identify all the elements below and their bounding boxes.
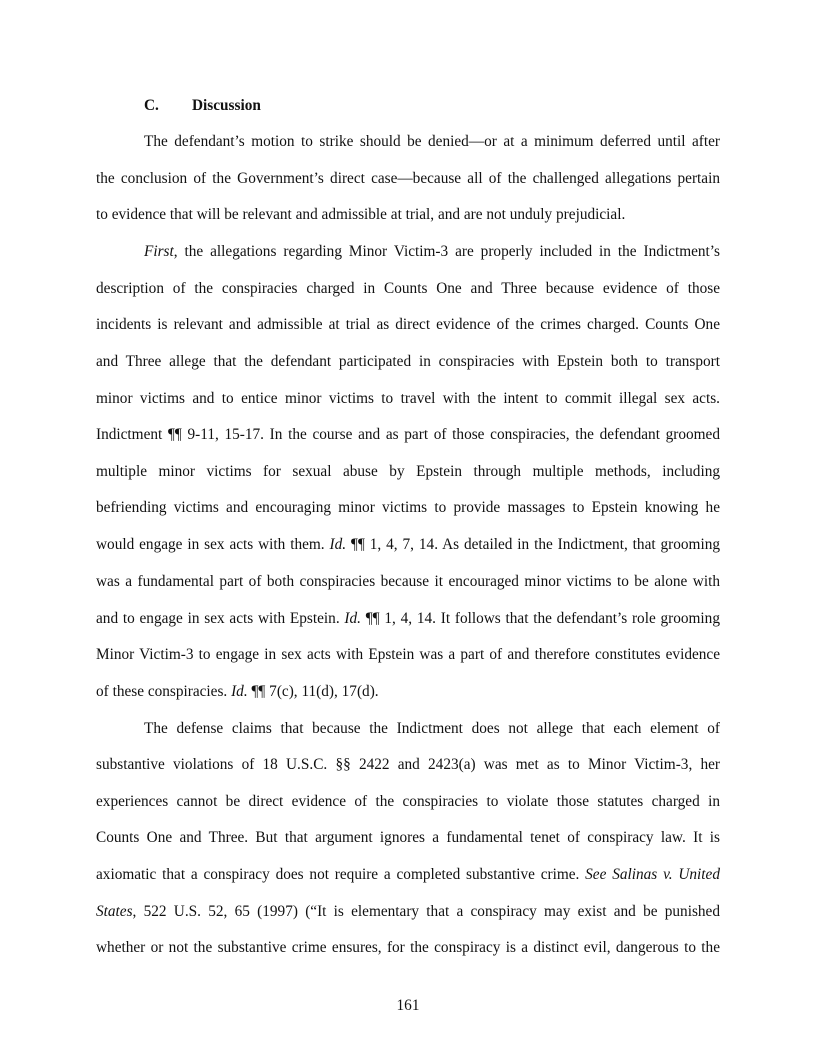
section-heading <box>144 96 768 116</box>
text-segment: incidents is relevant and admissible at trial as direct evidence of the crimes charged. Counts One <box>96 316 720 333</box>
text-segment: , 522 U.S. 52, 65 (1997) (“It is elementary that a conspiracy may exist and be punished <box>132 903 720 920</box>
body-line <box>96 828 720 848</box>
body-line <box>144 719 720 739</box>
text-segment: , the allegations regarding Minor Victim-3 are properly included in the Indictment’s <box>173 243 720 260</box>
text-segment: The defense claims that because the Indictment does not allege that each element of <box>144 720 720 737</box>
text-segment: whether or not the substantive crime ensures, for the conspiracy is a distinct evil, dangerous to the <box>96 939 720 956</box>
body-line <box>96 462 720 482</box>
text-segment: ¶¶ 1, 4, 14. It follows that the defendant’s role grooming <box>360 610 720 627</box>
body-line <box>144 132 720 152</box>
body-line <box>96 425 720 445</box>
body-line <box>96 315 720 335</box>
text-segment: substantive violations of 18 U.S.C. §§ 2422 and 2423(a) was met as to Minor Victim-3, her <box>96 756 720 773</box>
text-segment: befriending victims and encouraging minor victims to provide massages to Epstein knowing he <box>96 499 720 516</box>
body-line <box>96 205 720 225</box>
body-line <box>96 279 720 299</box>
text-segment: minor victims and to entice minor victims to travel with the intent to commit illegal sex acts. <box>96 390 720 407</box>
italic-text: First <box>144 243 174 260</box>
text-segment: the conclusion of the Government’s direct case—because all of the challenged allegations pertain <box>96 170 720 187</box>
text-segment: axiomatic that a conspiracy does not require a completed substantive crime. <box>96 866 586 883</box>
text-segment: was a fundamental part of both conspiracies because it encouraged minor victims to be alone with <box>96 573 720 590</box>
text-segment: ¶¶ 7(c), 11(d), 17(d). <box>247 683 379 700</box>
italic-text: See Salinas v. United <box>585 866 720 883</box>
body-line <box>96 902 720 922</box>
text-segment: and to engage in sex acts with Epstein. <box>96 610 345 627</box>
section-title: Discussion <box>192 97 261 114</box>
text-segment: Indictment ¶¶ 9-11, 15-17. In the course and as part of those conspiracies, the defendant groomed <box>96 426 720 443</box>
text-segment: The defendant’s motion to strike should be denied—or at a minimum deferred until after <box>144 133 720 150</box>
text-segment: multiple minor victims for sexual abuse by Epstein through multiple methods, including <box>96 463 720 480</box>
body-line <box>96 609 720 629</box>
body-line <box>96 792 720 812</box>
body-line <box>96 169 720 189</box>
italic-text: Id. <box>231 683 248 700</box>
italic-text: Id. <box>344 610 361 627</box>
text-segment: Counts One and Three. But that argument ignores a fundamental tenet of conspiracy law. It is <box>96 829 720 846</box>
body-line <box>96 645 720 665</box>
text-segment: Minor Victim-3 to engage in sex acts with Epstein was a part of and therefore constitutes evidence <box>96 646 720 663</box>
text-segment: and Three allege that the defendant participated in conspiracies with Epstein both to transport <box>96 353 720 370</box>
page-number: 161 <box>396 997 420 1014</box>
body-line <box>96 389 720 409</box>
body-line <box>96 498 720 518</box>
italic-text: States <box>96 903 133 920</box>
body-line <box>96 865 720 885</box>
text-segment: experiences cannot be direct evidence of the conspiracies to violate those statutes charged in <box>96 793 720 810</box>
body-line <box>96 682 720 702</box>
text-segment: description of the conspiracies charged in Counts One and Three because evidence of those <box>96 280 720 297</box>
body-line <box>96 572 720 592</box>
text-segment: of these conspiracies. <box>96 683 232 700</box>
italic-text: Id. <box>329 536 347 553</box>
body-line <box>96 535 720 555</box>
section-number: C. <box>144 97 159 114</box>
body-line <box>144 242 720 262</box>
body-line <box>96 755 720 775</box>
text-segment: would engage in sex acts with them. <box>96 536 330 553</box>
text-segment: ¶¶ 1, 4, 7, 14. As detailed in the Indictment, that grooming <box>346 536 720 553</box>
body-line <box>96 938 720 958</box>
body-line <box>96 352 720 372</box>
text-segment: to evidence that will be relevant and admissible at trial, and are not unduly prejudicial. <box>96 206 626 223</box>
